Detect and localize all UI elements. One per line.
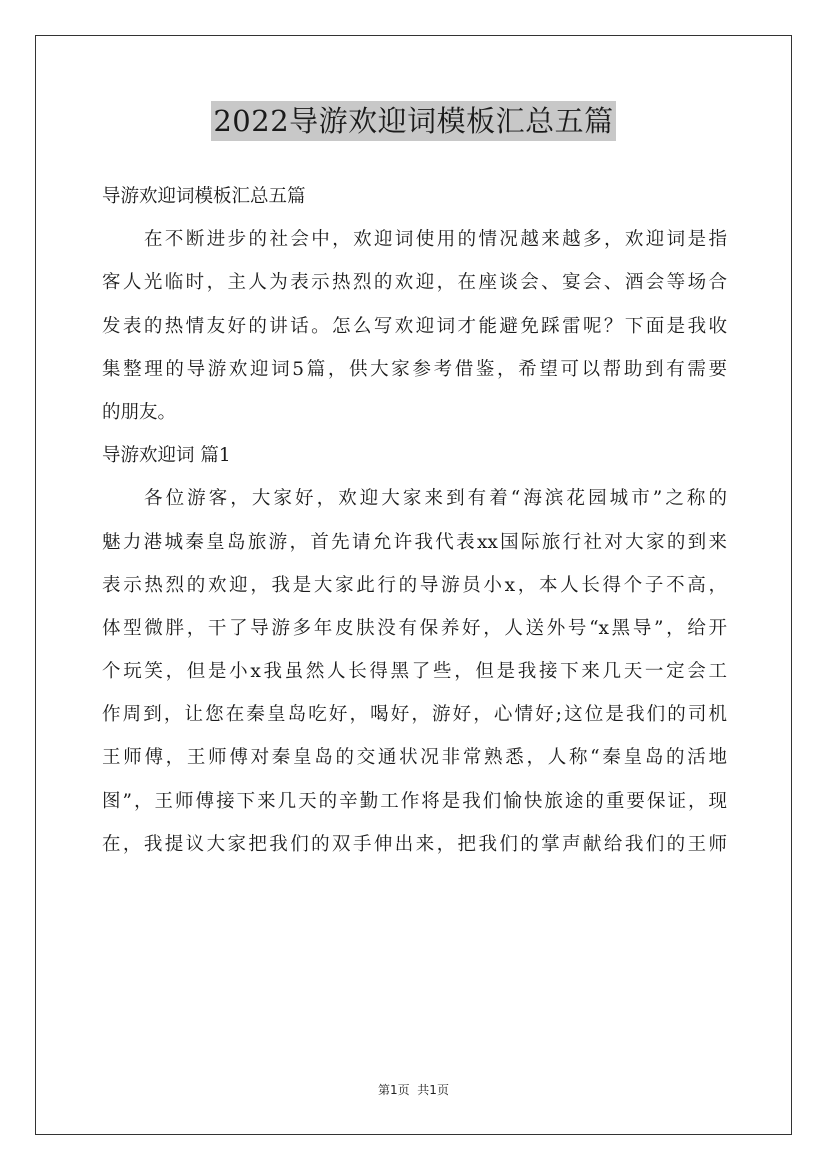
- paragraph-line: 图”，王师傅接下来几天的辛勤工作将是我们愉快旅途的重要保证，现: [102, 790, 727, 812]
- title-container: [0, 101, 827, 141]
- document-subtitle: 导游欢迎词模板汇总五篇: [102, 186, 306, 207]
- paragraph-line: 王师傅，王师傅对秦皇岛的交通状况非常熟悉，人称“秦皇岛的活地: [102, 747, 727, 769]
- section-heading: 导游欢迎词 篇1: [102, 445, 231, 467]
- paragraph-line: 集整理的导游欢迎词5篇，供大家参考借鉴，希望可以帮助到有需要: [102, 358, 727, 380]
- paragraph-line: 魅力港城秦皇岛旅游，首先请允许我代表xx国际旅行社对大家的到来: [102, 531, 727, 553]
- page-footer: 第1页 共1页: [378, 1083, 449, 1097]
- paragraph-line: 发表的热情友好的讲话。怎么写欢迎词才能避免踩雷呢？下面是我收: [102, 315, 727, 337]
- paragraph-line: 个玩笑，但是小x我虽然人长得黑了些，但是我接下来几天一定会工: [102, 661, 727, 683]
- paragraph-line: 体型微胖，干了导游多年皮肤没有保养好，人送外号“x黑导”，给开: [102, 617, 727, 639]
- document-body: [102, 175, 727, 866]
- section-paragraph: [102, 477, 727, 866]
- document-title: 2022导游欢迎词模板汇总五篇: [211, 101, 615, 141]
- paragraph-line: 客人光临时，主人为表示热烈的欢迎，在座谈会、宴会、酒会等场合: [102, 272, 727, 294]
- paragraph-line: 作周到，让您在秦皇岛吃好，喝好，游好，心情好;这位是我们的司机: [102, 704, 727, 726]
- paragraph-line: 各位游客，大家好，欢迎大家来到有着“海滨花园城市”之称的: [144, 488, 727, 510]
- paragraph-line: 在，我提议大家把我们的双手伸出来，把我们的掌声献给我们的王师: [102, 833, 727, 855]
- intro-paragraph: [102, 218, 727, 434]
- paragraph-line: 的朋友。: [102, 401, 177, 423]
- paragraph-line: 在不断进步的社会中，欢迎词使用的情况越来越多，欢迎词是指: [144, 229, 727, 251]
- paragraph-line: 表示热烈的欢迎，我是大家此行的导游员小x，本人长得个子不高，: [102, 574, 727, 596]
